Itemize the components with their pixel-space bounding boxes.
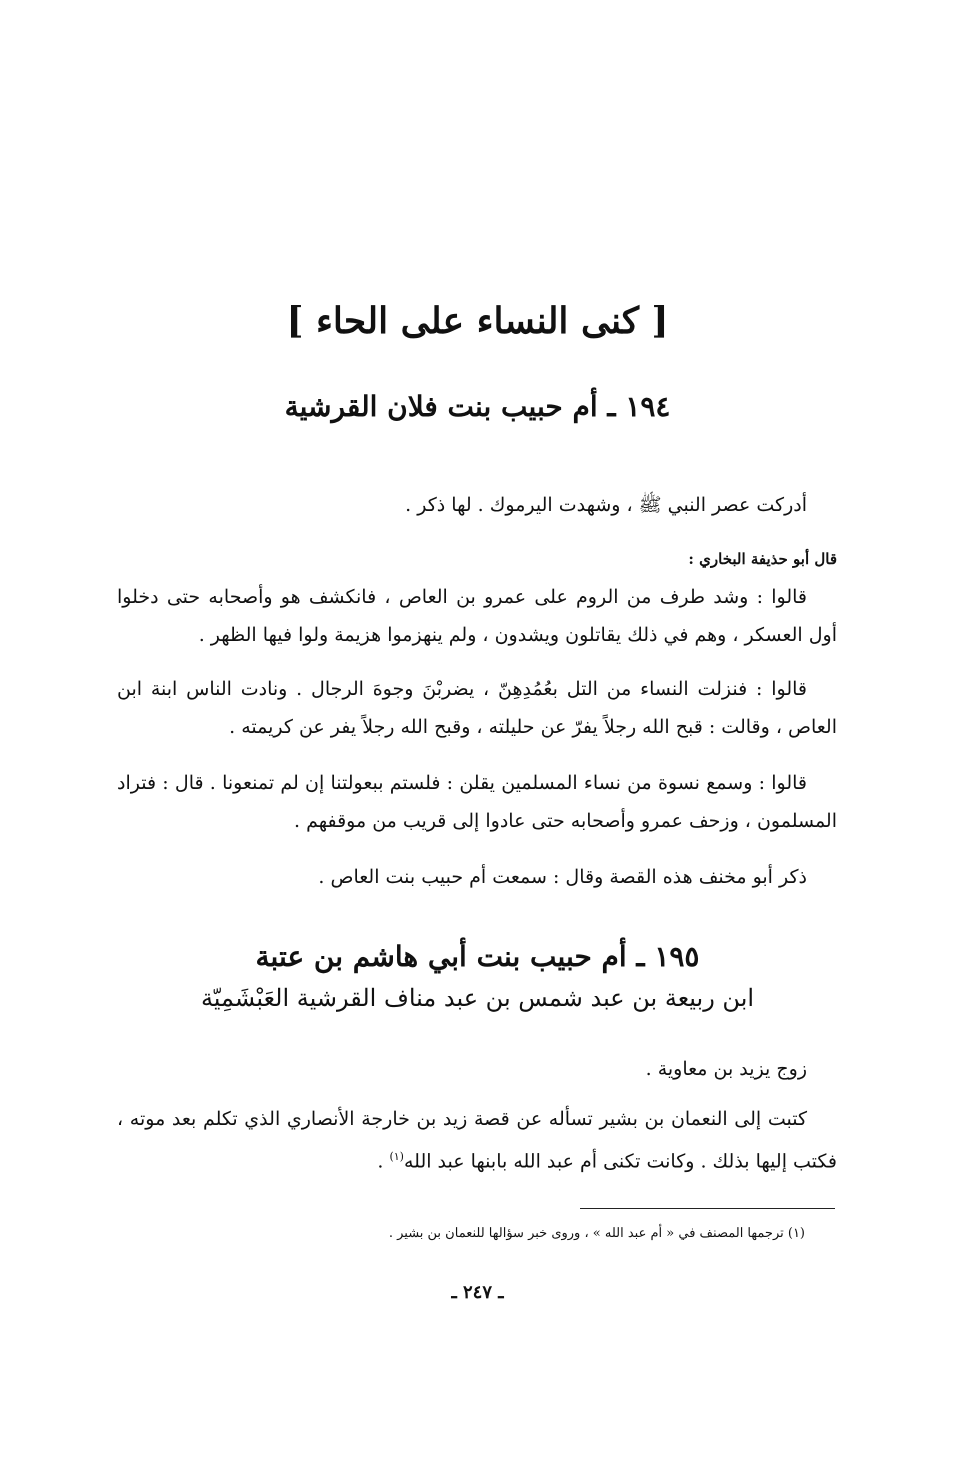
section-title: [ كنى النساء على الحاء ] [286,300,669,342]
entry-195-subtitle: ابن ربيعة بن عبد شمس بن عبد مناف القرشية العَبْشَمِيّة [200,984,755,1012]
page-number: ـ ٢٤٧ ـ [451,1282,504,1303]
entry-195-title: ١٩٥ ـ أم حبيب بنت أبي هاشم بن عتبة [255,940,700,973]
entry-194-paragraph-2: قالوا : فنزلت النساء من التل بعُمُدِهِنّ ، يضربْنَ وجوهَ الرجال . ونادت الناس ابنة ابن العاص ، وقالت : قبح الله رجلاً يفرّ عن حليلته ، وقبح الله رجلاً يفر عن كريمته . [117,678,837,738]
entry-194-narrator: قال أبو حذيفة البخاري : [688,550,837,568]
entry-194-title: ١٩٤ ـ أم حبيب بنت فلان القرشية [284,390,671,423]
footnote: (١) ترجمها المصنف في « أم عبد الله » ، وروى خبر سؤالها للنعمان بن بشير . [388,1226,805,1241]
entry-194-paragraph-3: قالوا : وسمع نسوة من نساء المسلمين يقلن : فلستم ببعولتنا إن لم تمنعونا . قال : فتراد المسلمون ، وزحف عمرو وأصحابه حتى عادوا إلى قريب من موقفهم . [117,772,837,832]
entry-195-paragraph-1-text: كتبت إلى النعمان بن بشير تسأله عن قصة زيد بن خارجة الأنصاري الذي تكلم بعد موته ، فكتب إليها بذلك . وكانت تكنى أم عبد الله بابنها عبد الله [117,1108,837,1173]
entry-195-intro: زوج يزيد بن معاوية . [645,1058,807,1080]
entry-195-paragraph-1 [117,1100,837,1180]
entry-195-paragraph-1-end: . [377,1150,390,1173]
entry-194-paragraph-1: قالوا : وشد طرف من الروم على عمرو بن العاص ، فانكشف هو وأصحابه حتى دخلوا أول العسكر ، وهم في ذلك يقاتلون ويشدون ، ولم ينهزموا هزيمة ولوا فيها الظهر . [117,586,837,646]
entry-194-paragraph-4: ذكر أبو مخنف هذه القصة وقال : سمعت أم حبيب بنت العاص . [318,866,807,888]
footnote-separator [580,1208,835,1209]
entry-194-intro: أدركت عصر النبي ﷺ ، وشهدت اليرموك . لها ذكر . [405,494,807,516]
footnote-ref: (١) [389,1150,404,1163]
